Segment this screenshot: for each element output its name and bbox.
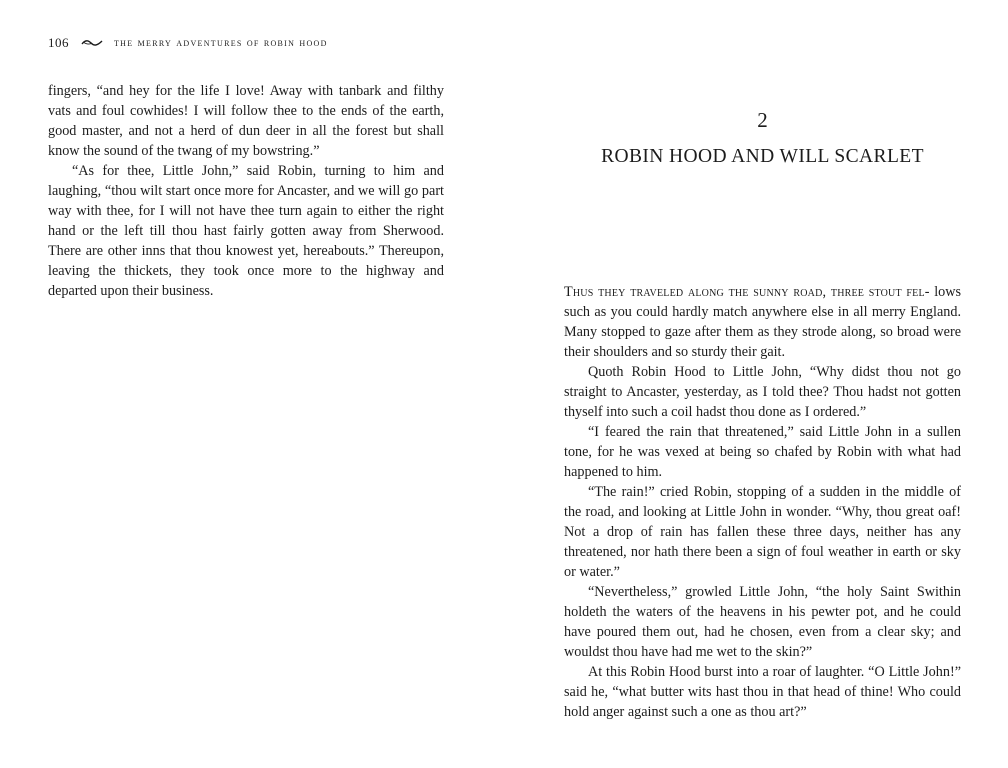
paragraph: “As for thee, Little John,” said Robin, turning to him and laughing, “thou wilt start once more for Ancaster, and we will go part way with thee, for I will not have thee turn again to either the right hand or the left till thou hast fairly gotten away from Sherwood. There are other inns that thou knowest yet, hereabouts.” Thereupon, leaving the thickets, they took once more to the highway and departed upon their business. (48, 163, 444, 299)
running-title: the merry adventures of robin hood (114, 37, 328, 49)
right-body-text (564, 282, 961, 722)
paragraph: Quoth Robin Hood to Little John, “Why didst thou not go straight to Ancaster, yesterday, as I told thee? Thou hadst not gotten thyself into such a coil hadst thou done as I ordered.” (564, 364, 961, 420)
left-body-text (48, 81, 444, 301)
small-caps-lead-in: Thus they traveled along the sunny road, three stout fel- (564, 284, 930, 300)
opening-paragraph-text: lows such as you could hardly match anywhere else in all merry England. Many stopped to gaze after them as they strode along, so broad were their shoulders and so sturdy their gait. (564, 284, 961, 360)
paragraph: “I feared the rain that threatened,” said Little John in a sullen tone, for he was vexed at being so chafed by Robin with what had happened to him. (564, 424, 961, 480)
running-header (48, 34, 328, 52)
swash-ornament-icon (81, 38, 103, 48)
paragraph: “The rain!” cried Robin, stopping of a sudden in the middle of the road, and looking at Little John in wonder. “Why, thou great oaf! Not a drop of rain has fallen these three days, neither has any threatened, nor hath there been a sign of foul weather in earth or sky or water.” (564, 484, 961, 580)
right-page (504, 0, 1008, 768)
page-number: 106 (48, 35, 69, 50)
opening-paragraph (564, 282, 961, 362)
paragraph: fingers, “and hey for the life I love! Away with tanbark and filthy vats and foul cowhides! I will follow thee to the ends of the earth, good master, and not a herd of dun deer in all the forest but shall know the sound of the twang of my bowstring.” (48, 83, 444, 159)
paragraph: “Nevertheless,” growled Little John, “the holy Saint Swithin holdeth the waters of the heavens in his pewter pot, and he could have poured them out, had he chosen, even from a clear sky; and wouldst thou have had me wet to the skin?” (564, 584, 961, 660)
chapter-number: 2 (757, 108, 768, 132)
chapter-title: ROBIN HOOD AND WILL SCARLET (601, 146, 924, 167)
paragraph: At this Robin Hood burst into a roar of laughter. “O Little John!” said he, “what butter wits hast thou in that head of thine! Who could hold anger against such a one as thou art?” (564, 664, 961, 720)
